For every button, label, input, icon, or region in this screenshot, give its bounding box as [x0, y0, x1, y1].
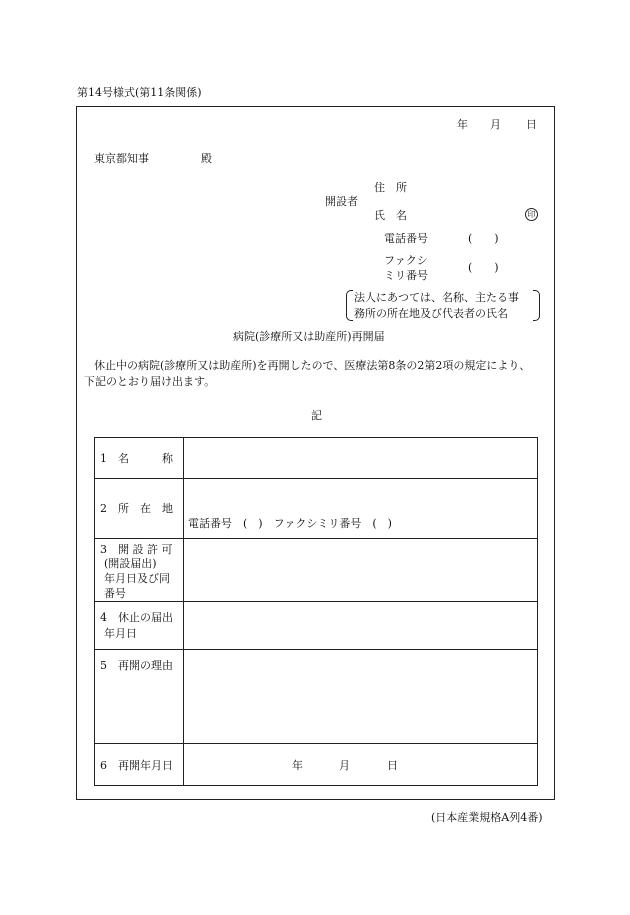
details-table — [94, 437, 538, 786]
fax-label-line2: ミリ番号 — [384, 269, 428, 282]
corp-note-line1: 法人にあつては、名称、主たる事 — [354, 291, 519, 304]
row-location-contact: 電話番号 ( ) ファクシミリ番号 ( ) — [188, 517, 392, 530]
form-title: 病院(診療所又は助産所)再開届 — [233, 330, 385, 343]
row-reopen-date-label: 6 再開年月日 — [100, 759, 173, 772]
seal-mark: 印 — [525, 208, 538, 221]
corp-note-line2: 務所の所在地及び代表者の氏名 — [354, 307, 508, 320]
body-line1: 休止中の病院(診療所又は助産所)を再開したので、医療法第8条の2第2項の規定により、 — [94, 359, 531, 372]
body-line2: 下記のとおり届け出ます。 — [84, 375, 216, 388]
row-permit-label-line3: 年月日及び同 — [104, 572, 170, 585]
name-label: 氏 名 — [374, 209, 407, 222]
addressee-governor: 東京都知事 — [94, 152, 149, 165]
fax-label-line1: ファクシ — [384, 254, 428, 267]
applicant-role: 開設者 — [325, 195, 358, 208]
date-year-label: 年 — [457, 118, 468, 131]
row-reopen-month: 月 — [339, 759, 350, 772]
row-permit-label-line4: 番号 — [104, 587, 126, 600]
date-day-label: 日 — [526, 118, 537, 131]
row-permit-label-line1: 3 開 設 許 可 — [100, 543, 173, 556]
phone-label: 電話番号 — [384, 232, 428, 245]
row-suspension-label-line1: 4 休止の届出 — [100, 611, 173, 624]
ki-heading: 記 — [311, 409, 322, 422]
row-suspension-label-line2: 年月日 — [104, 627, 137, 640]
row-reopen-year: 年 — [292, 759, 303, 772]
table-row-divider — [95, 649, 537, 650]
corp-note-bracket-right — [533, 290, 540, 321]
table-row-divider — [95, 743, 537, 744]
corp-note-bracket-left — [346, 290, 353, 321]
row-permit-label-line2: (開設届出) — [104, 557, 157, 570]
fax-parens: ( ) — [468, 261, 499, 274]
table-column-divider — [183, 438, 184, 785]
row-name-label: 1 名 称 — [100, 452, 173, 465]
table-row-divider — [95, 538, 537, 539]
row-reopen-day: 日 — [387, 759, 398, 772]
form-number: 第14号様式(第11条関係) — [77, 86, 202, 99]
addressee-honorific: 殿 — [201, 152, 212, 165]
table-row-divider — [95, 601, 537, 602]
row-location-label: 2 所 在 地 — [100, 502, 173, 515]
phone-parens: ( ) — [468, 232, 499, 245]
date-month-label: 月 — [490, 118, 501, 131]
address-label: 住 所 — [374, 181, 407, 194]
table-row-divider — [95, 478, 537, 479]
row-reason-label: 5 再開の理由 — [100, 659, 173, 672]
paper-size-note: (日本産業規格A列4番) — [431, 811, 543, 824]
